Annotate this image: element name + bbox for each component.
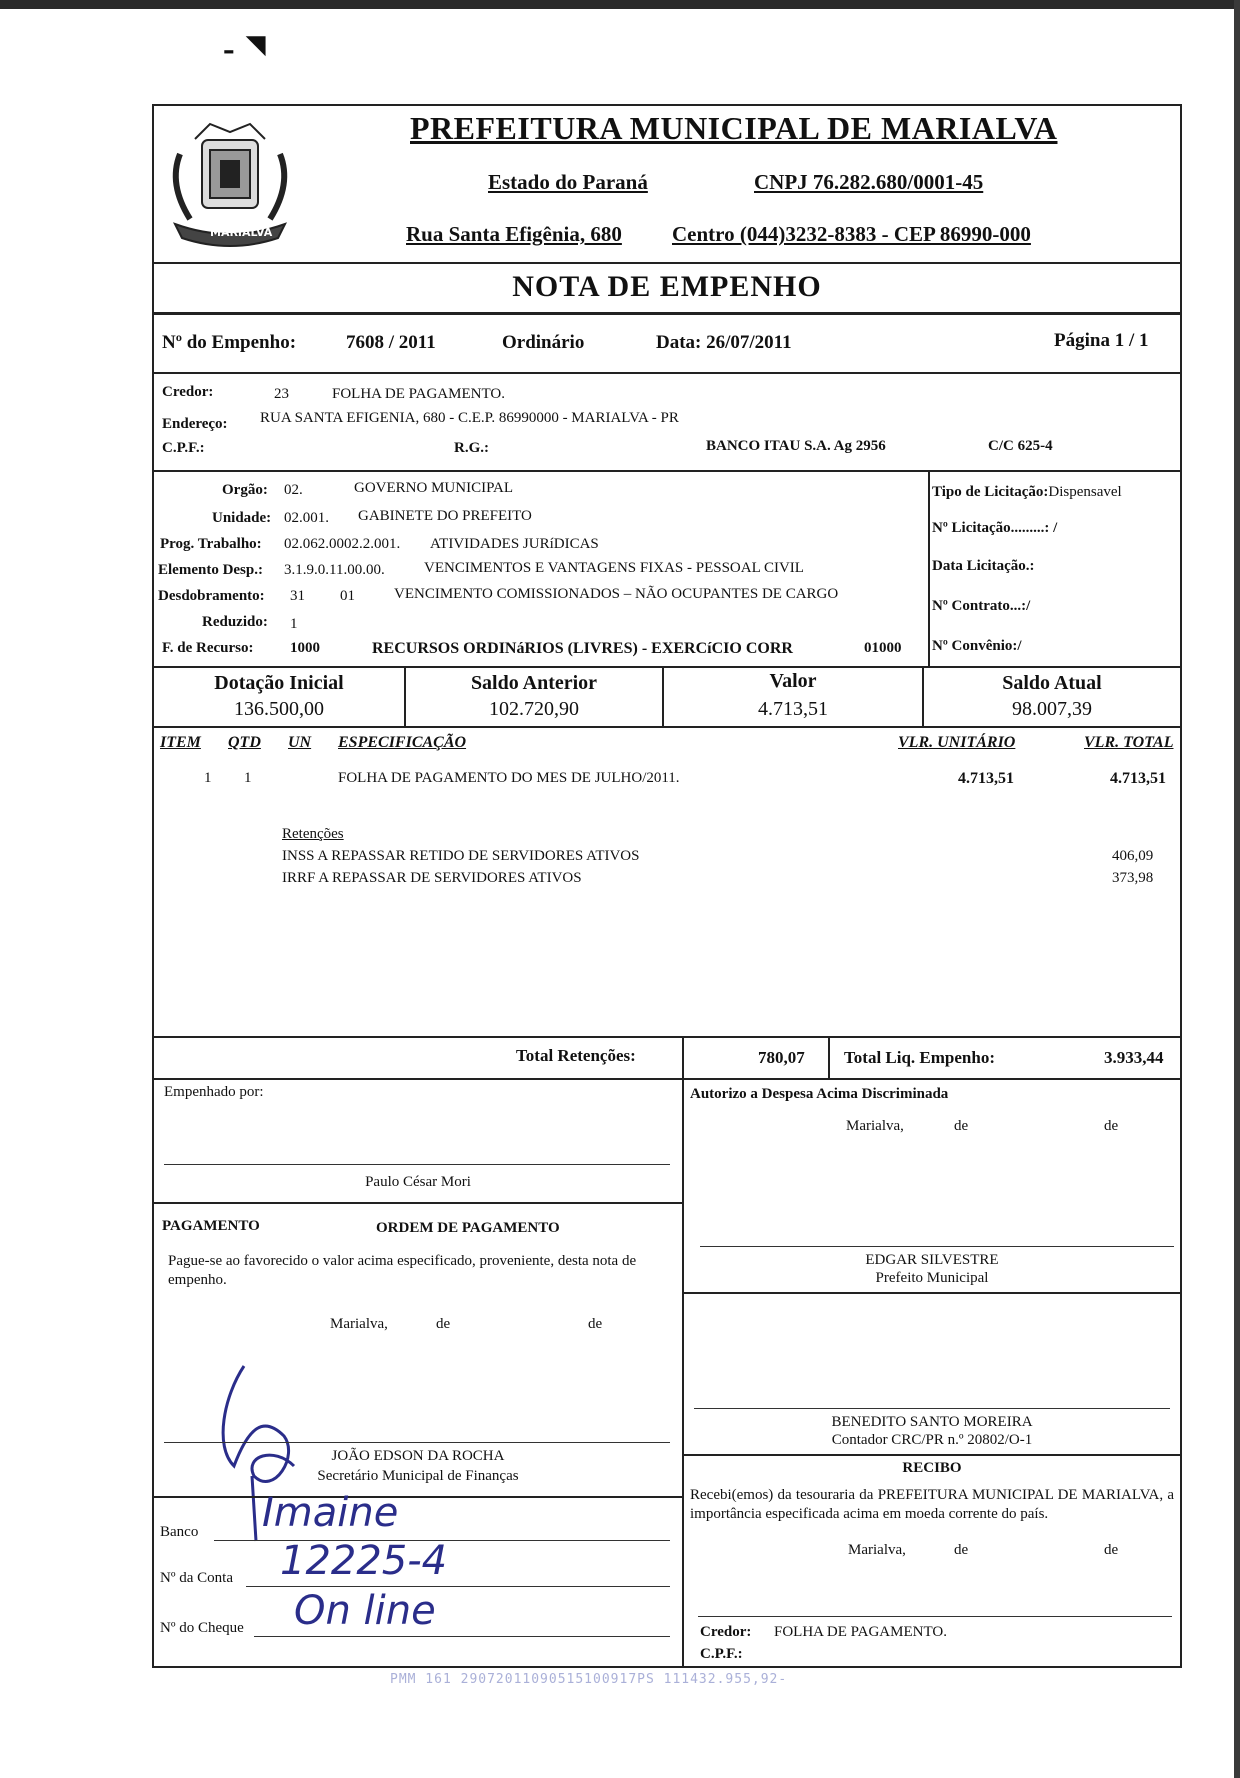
- unidade-code: 02.001.: [284, 510, 329, 526]
- retencao-desc: INSS A REPASSAR RETIDO DE SERVIDORES ATIVOS: [282, 848, 640, 864]
- page-number: Página 1 / 1: [1054, 330, 1149, 351]
- autorizo-de: de: [1104, 1118, 1119, 1134]
- col-qtd: QTD: [228, 734, 261, 751]
- col-especificacao: ESPECIFICAÇÃO: [338, 734, 467, 751]
- desdobramento-label: Desdobramento:: [158, 588, 265, 604]
- row-valor-unitario: 4.713,51: [958, 770, 1014, 787]
- unidade-name: GABINETE DO PREFEITO: [358, 508, 532, 524]
- recibo-de: de: [1104, 1542, 1119, 1558]
- licitacao-number: Nº Licitação.........: /: [932, 520, 1058, 536]
- unidade-label: Unidade:: [212, 510, 272, 526]
- empenho-number: 7608 / 2011: [346, 332, 436, 353]
- valor-label: Valor: [769, 670, 817, 692]
- recibo-de: de: [954, 1542, 969, 1558]
- dotacao-inicial-label: Dotação Inicial: [214, 672, 344, 694]
- recibo-cpf-label: C.P.F.:: [700, 1646, 743, 1662]
- credor-label: Credor:: [162, 384, 214, 400]
- recibo-place: Marialva,: [848, 1542, 906, 1558]
- prog-code: 02.062.0002.2.001.: [284, 536, 401, 552]
- cpf-label: C.P.F.:: [162, 440, 205, 456]
- autorizo-place: Marialva,: [846, 1118, 904, 1134]
- recibo-title: RECIBO: [902, 1460, 962, 1476]
- valor-value: 4.713,51: [758, 698, 828, 720]
- retencao-desc: IRRF A REPASSAR DE SERVIDORES ATIVOS: [282, 870, 582, 886]
- recibo-credor-label: Credor:: [700, 1624, 752, 1640]
- col-valor-unitario: VLR. UNITÁRIO: [898, 734, 1016, 751]
- scan-marks: ـ ◥: [225, 30, 266, 59]
- prog-label: Prog. Trabalho:: [160, 536, 262, 552]
- bank-info: BANCO ITAU S.A. Ag 2956: [706, 438, 886, 454]
- secretario-role: Secretário Municipal de Finanças: [317, 1468, 519, 1484]
- secretario-name: JOÃO EDSON DA ROCHA: [331, 1448, 505, 1464]
- saldo-anterior-value: 102.720,90: [489, 698, 579, 720]
- saldo-anterior-label: Saldo Anterior: [470, 672, 598, 694]
- saldo-atual-label: Saldo Atual: [1002, 672, 1102, 694]
- reduzido-value: 1: [290, 616, 298, 632]
- row-qtd: 1: [244, 770, 252, 786]
- document-title: NOTA DE EMPENHO: [512, 270, 822, 303]
- dotacao-inicial-value: 136.500,00: [234, 698, 324, 720]
- ordem-pagamento-label: ORDEM DE PAGAMENTO: [376, 1220, 560, 1236]
- elemento-label: Elemento Desp.:: [158, 562, 263, 578]
- total-liquido-value: 3.933,44: [1104, 1048, 1164, 1067]
- elemento-code: 3.1.9.0.11.00.00.: [284, 562, 385, 578]
- autorizo-label: Autorizo a Despesa Acima Discriminada: [690, 1086, 949, 1102]
- elemento-name: VENCIMENTOS E VANTAGENS FIXAS - PESSOAL CIVIL: [424, 560, 804, 576]
- col-valor-total: VLR. TOTAL: [1084, 734, 1174, 751]
- contador-name: BENEDITO SANTO MOREIRA: [831, 1414, 1033, 1430]
- address-field-label: Endereço:: [162, 416, 228, 432]
- saldo-atual-value: 98.007,39: [1012, 698, 1092, 720]
- pagamento-de: de: [436, 1316, 451, 1332]
- desdobramento-code: 31: [290, 588, 305, 604]
- total-retencoes-label: Total Retenções:: [516, 1046, 636, 1065]
- autorizo-de: de: [954, 1118, 969, 1134]
- contrato-number: Nº Contrato...:/: [932, 598, 1031, 614]
- tipo-licitacao-value: Dispensavel: [1048, 484, 1122, 500]
- orgao-name: GOVERNO MUNICIPAL: [354, 480, 514, 496]
- empenhado-por-label: Empenhado por:: [164, 1084, 264, 1100]
- total-liquido-label: Total Liq. Empenho:: [844, 1048, 995, 1067]
- total-retencoes-value: 780,07: [758, 1048, 805, 1067]
- state-label: Estado do Paraná: [488, 170, 648, 194]
- prefeito-role: Prefeito Municipal: [875, 1270, 989, 1286]
- page-title: PREFEITURA MUNICIPAL DE MARIALVA: [410, 110, 1058, 146]
- pagamento-label: PAGAMENTO: [162, 1218, 260, 1234]
- row-especificacao: FOLHA DE PAGAMENTO DO MES DE JULHO/2011.: [338, 770, 680, 786]
- municipal-crest-icon: [160, 114, 300, 254]
- account-info: C/C 625-4: [988, 438, 1053, 454]
- recurso-number: 01000: [864, 640, 902, 656]
- cnpj-label: CNPJ 76.282.680/0001-45: [754, 170, 984, 194]
- col-item: ITEM: [160, 734, 201, 751]
- orgao-code: 02.: [284, 482, 303, 498]
- nota-de-empenho-form: [152, 104, 1182, 1668]
- recibo-text: Recebi(emos) da tesouraria da PREFEITURA MUNICIPAL DE MARIALVA, a importância especificada acima em moeda corrente do país.: [690, 1487, 1174, 1522]
- recurso-name: RECURSOS ORDINáRIOS (LIVRES) - EXERCíCIO CORR: [372, 640, 793, 657]
- banco-label: Banco: [160, 1524, 199, 1540]
- cheque-label: Nº do Cheque: [160, 1620, 244, 1636]
- desdobramento-name: VENCIMENTO COMISSIONADOS – NÃO OCUPANTES DE CARGO: [394, 586, 839, 602]
- empenhado-por-name: Paulo César Mori: [365, 1174, 471, 1190]
- recurso-code: 1000: [290, 640, 320, 656]
- tipo-licitacao-label: Tipo de Licitação:: [932, 484, 1049, 500]
- recibo-credor-name: FOLHA DE PAGAMENTO.: [774, 1624, 947, 1640]
- pagamento-text: Pague-se ao favorecido o valor acima especificado, proveniente, desta nota de empenho.: [168, 1253, 637, 1288]
- banco-handwritten: Imaine: [262, 1490, 399, 1536]
- retencao-value: 373,98: [1112, 870, 1154, 886]
- credor-address: RUA SANTA EFIGENIA, 680 - C.E.P. 86990000 - MARIALVA - PR: [260, 410, 679, 426]
- empenho-date: Data: 26/07/2011: [656, 332, 792, 353]
- scan-right-border: [1234, 0, 1240, 1778]
- pagamento-place: Marialva,: [330, 1316, 388, 1332]
- pagamento-de: de: [588, 1316, 603, 1332]
- scan-stamp: PMM 161 29072011090515100917PS 111432.955,92-: [390, 1672, 788, 1687]
- prog-name: ATIVIDADES JURíDICAS: [430, 536, 599, 552]
- conta-label: Nº da Conta: [160, 1570, 233, 1586]
- conta-handwritten: 12225-4: [280, 1538, 448, 1584]
- rg-label: R.G.:: [454, 440, 489, 456]
- desdobramento-sub: 01: [340, 588, 355, 604]
- empenho-number-label: Nº do Empenho:: [162, 332, 297, 353]
- retencao-value: 406,09: [1112, 848, 1154, 864]
- recurso-label: F. de Recurso:: [162, 640, 254, 656]
- credor-name: FOLHA DE PAGAMENTO.: [332, 386, 505, 402]
- licitacao-date: Data Licitação.:: [932, 558, 1035, 574]
- row-valor-total: 4.713,51: [1110, 770, 1166, 787]
- credor-code: 23: [274, 386, 289, 402]
- col-un: UN: [288, 734, 312, 751]
- convenio-number: Nº Convênio:/: [932, 638, 1022, 654]
- svg-text:MARIALVA: MARIALVA: [210, 226, 273, 239]
- row-item: 1: [204, 770, 212, 786]
- retencoes-title: Retenções: [282, 826, 344, 842]
- contador-role: Contador CRC/PR n.º 20802/O-1: [831, 1432, 1033, 1448]
- orgao-label: Orgão:: [222, 482, 268, 498]
- cheque-handwritten: On line: [294, 1588, 436, 1634]
- scan-top-border: [0, 0, 1240, 9]
- reduzido-label: Reduzido:: [202, 614, 268, 630]
- contact-label: Centro (044)3232-8383 - CEP 86990-000: [672, 222, 1031, 246]
- prefeito-name: EDGAR SILVESTRE: [865, 1252, 999, 1268]
- address-label: Rua Santa Efigênia, 680: [406, 222, 622, 246]
- empenho-type: Ordinário: [502, 332, 585, 353]
